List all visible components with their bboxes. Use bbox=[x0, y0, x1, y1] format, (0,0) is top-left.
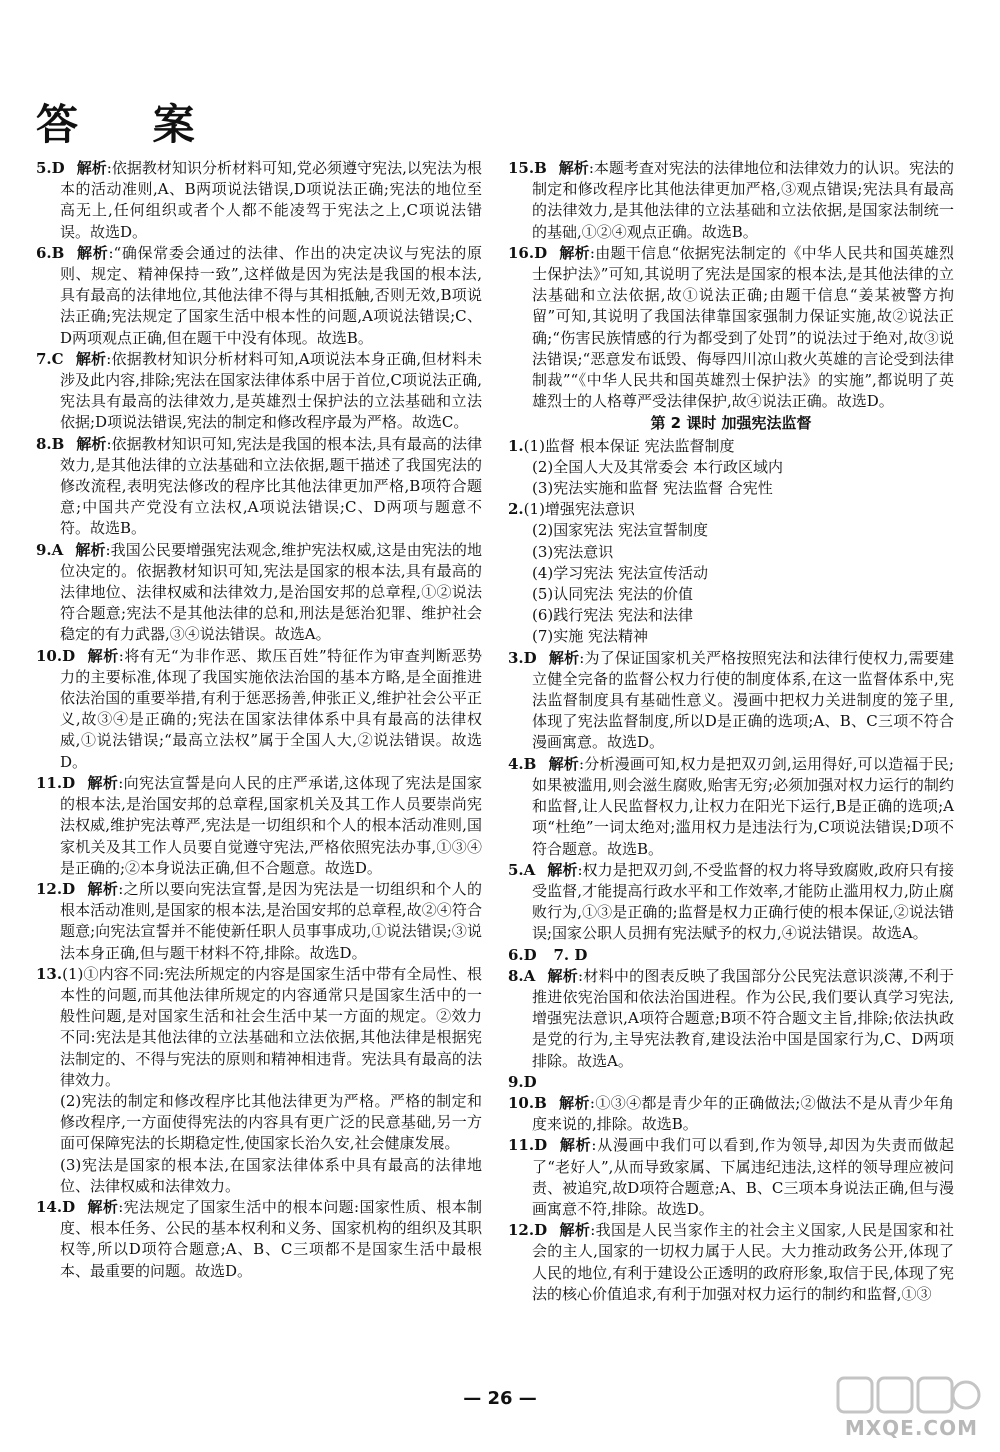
answer-entry bbox=[508, 1220, 954, 1305]
explanation-label: 解析 bbox=[558, 159, 589, 177]
question-number: 10. bbox=[508, 1093, 535, 1112]
fill-answer-text: (3)宪法实施和监督 宪法监督 合宪性 bbox=[532, 479, 773, 498]
explanation-text: :之所以要向宪法宣誓,是因为宪法是一切组织和个人的根本活动准则,是国家的根本法,是治国安邦的总章程,故②④符合题意;向宪法宣誓并不能使新任职人员事事成功,①说法错误;③说法本身正确,但与题干材料不符,排除。故选D。 bbox=[60, 879, 482, 962]
explanation-text: :向宪法宣誓是向人民的庄严承诺,这体现了宪法是国家的根本法,是治国安邦的总章程,国家机关及其工作人员要崇尚宪法权威,维护宪法尊严,宪法是一切组织和个人的根本活动准则,国家机关及其工作人员要自觉遵守宪法,严格依照宪法办事,①③④是正确的;②本身说法正确,但不合题意。故选D。 bbox=[60, 773, 482, 877]
fill-answer-text: (5)认同宪法 宪法的价值 bbox=[532, 585, 694, 604]
question-number: 2. bbox=[508, 500, 524, 519]
answer-choice: B bbox=[534, 159, 547, 177]
answer-choice: D bbox=[534, 1136, 548, 1155]
explanation-text: :由题干信息“依据宪法制定的《中华人民共和国英雄烈士保护法》”可知,其说明了宪法是国家的根本法,是其他法律的立法基础和立法依据,故①说法正确;由题干信息“姜某被警方拘留”可知,其说明了我国法律靠国家强制力保证实施,故②说法正确;“伤害民族情感的行为都受到了处罚”的说法过于绝对,故③说法错误;“恶意发布诋毁、侮辱四川凉山救火英雄的言论受到法律制裁”“《中华人民共和国英雄烈士保护法》的实施”,都说明了英雄烈士的人格尊严受法律保护,故④说法正确。故选D。 bbox=[532, 243, 954, 411]
answer-entry bbox=[36, 879, 482, 964]
question-number: 6. bbox=[508, 945, 524, 964]
explanation-label: 解析 bbox=[548, 648, 580, 667]
fill-answer-line bbox=[508, 542, 954, 563]
fill-answer-line bbox=[508, 520, 954, 541]
answer-entry bbox=[508, 860, 954, 945]
question-number: 8. bbox=[508, 966, 524, 985]
fill-answer-line bbox=[508, 626, 954, 647]
fill-answer-line bbox=[508, 563, 954, 584]
watermark-icon bbox=[832, 1372, 982, 1422]
explanation-label: 解析 bbox=[87, 646, 119, 665]
answer-choice: D bbox=[62, 646, 76, 665]
question-number: 3. bbox=[508, 648, 524, 667]
answer-entry bbox=[508, 1072, 954, 1093]
answer-choice: D bbox=[62, 879, 76, 898]
fill-answer-line bbox=[508, 584, 954, 605]
fill-answer-text: (1)增强宪法意识 bbox=[523, 500, 635, 519]
answer-choice: C bbox=[51, 349, 64, 368]
answer-choice: B bbox=[534, 1093, 547, 1112]
answer-entry bbox=[36, 434, 482, 540]
watermark-logo bbox=[832, 1372, 982, 1442]
question-number: 12. bbox=[36, 879, 63, 898]
answer-choice: D bbox=[534, 243, 548, 262]
sub-answer: (2)宪法的制定和修改程序比其他法律更为严格。严格的制定和修改程序,一方面使得宪法的内容具有更广泛的民意基础,另一方面可保障宪法的长期稳定性,使国家长治久安,社会健康发展。 bbox=[60, 1091, 482, 1153]
explanation-label: 解析 bbox=[75, 540, 106, 559]
explanation-text: :宪法规定了国家生活中的根本问题:国家性质、根本制度、根本任务、公民的基本权利和义务、国家机构的组织及其职权等,所以D项符合题意;A、B、C三项都不是国家生活中最根本、最重要的问题。故选D。 bbox=[60, 1197, 482, 1280]
answer-choice: A bbox=[523, 860, 536, 879]
explanation-text: :我国是人民当家作主的社会主义国家,人民是国家和社会的主人,国家的一切权力属于人民。大力推动政务公开,体现了人民的地位,有利于建设公正透明的政府形象,取信于民,体现了宪法的核心价值追求,有利于加强对权力运行的制约和监督,①③ bbox=[532, 1221, 954, 1303]
question-number: 9. bbox=[36, 540, 52, 559]
sub-answer: (3)宪法是国家的根本法,在国家法律体系中具有最高的法律地位、法律权威和法律效力。 bbox=[60, 1155, 482, 1195]
explanation-text: :①③④都是青少年的正确做法;②做法不是从青少年角度来说的,排除。故选B。 bbox=[532, 1093, 954, 1134]
fill-answer-text: (4)学习宪法 宪法宣传活动 bbox=[532, 563, 709, 582]
answer-entry bbox=[36, 1197, 482, 1282]
explanation-label: 解析 bbox=[75, 349, 107, 368]
explanation-label: 解析 bbox=[87, 1197, 119, 1216]
answer-entry bbox=[36, 646, 482, 773]
fill-answer-text: (2)国家宪法 宪法宣誓制度 bbox=[532, 521, 709, 540]
answer-choice: B bbox=[51, 243, 65, 262]
answer-choice: A bbox=[51, 540, 64, 559]
answer-entry bbox=[508, 945, 954, 966]
answer-entry bbox=[36, 243, 482, 349]
explanation-label: 解析 bbox=[559, 1221, 591, 1240]
answer-entry bbox=[508, 966, 954, 1072]
question-number: 14. bbox=[36, 1197, 63, 1216]
answer-entry bbox=[36, 964, 482, 1091]
fill-answer-text: (3)宪法意识 bbox=[532, 542, 614, 561]
answer-entry bbox=[508, 754, 954, 860]
fill-answer-line bbox=[508, 478, 954, 499]
answer-choice: D bbox=[534, 1221, 548, 1240]
explanation-text: :从漫画中我们可以看到,作为领导,却因为失责而做起了“老好人”,从而导致家属、下属违纪违法,这样的领导理应被问责、被追究,故D项符合题意;A、B、C三项本身说法正确,但与漫画寓意不符,排除。故选D。 bbox=[532, 1136, 954, 1218]
answer-entry bbox=[508, 243, 954, 413]
explanation-label: 解析 bbox=[548, 754, 579, 773]
answer-entry bbox=[508, 1093, 954, 1135]
question-number: 5. bbox=[508, 860, 524, 879]
explanation-text: :“确保常委会通过的法律、作出的决定决议与宪法的原则、规定、精神保持一致”,这样做是因为宪法是我国的根本法,具有最高的法律地位,其他法律不得与其相抵触,否则无效,B项说法正确;宪法规定了国家生活中根本性的问题,A项说法错误;C、D两项观点正确,但在题干中没有体现。故选B。 bbox=[60, 243, 482, 347]
inline-answer: 7. D bbox=[553, 945, 588, 964]
explanation-text: (1)①内容不同:宪法所规定的内容是国家生活中带有全局性、根本性的问题,而其他法律所规定的内容通常只是国家生活中的一般性问题,是对国家生活和社会生活中某一方面的规定。②效力不同:宪法是其他法律的立法基础和立法依据,其他法律是根据宪法制定的、不得与宪法的原则和精神相违背。宪法具有最高的法律效力。 bbox=[60, 964, 482, 1089]
answer-entry bbox=[36, 773, 482, 879]
answer-choice: D bbox=[62, 1197, 76, 1216]
fill-answer-text: (7)实施 宪法精神 bbox=[532, 627, 649, 646]
explanation-text: :我国公民要增强宪法观念,维护宪法权威,这是由宪法的地位决定的。依据教材知识可知,宪法是国家的根本法,具有最高的法律地位、法律权威和法律效力,是治国安邦的总章程,①②说法符合题意;宪法不是其他法律的总和,刑法是惩治犯罪、维护社会稳定的有力武器,③④说法错误。故选A。 bbox=[60, 540, 482, 644]
left-column bbox=[36, 158, 482, 1282]
explanation-text: :本题考查对宪法的法律地位和法律效力的认识。宪法的制定和修改程序比其他法律更加严格,③观点错误;宪法具有最高的法律效力,是其他法律的立法基础和立法依据,是国家法制统一的基础,①②④观点正确。故选B。 bbox=[532, 159, 954, 241]
fill-answer-text: (1)监督 根本保证 宪法监督制度 bbox=[523, 436, 735, 455]
question-number: 6. bbox=[36, 243, 52, 262]
question-number: 16. bbox=[508, 243, 535, 262]
fill-answer-text: (6)践行宪法 宪法和法律 bbox=[532, 606, 694, 625]
right-column bbox=[508, 158, 954, 1305]
explanation-label: 解析 bbox=[559, 1136, 592, 1155]
answer-choice: B bbox=[523, 754, 537, 773]
answer-entry bbox=[508, 1135, 954, 1220]
question-number: 1. bbox=[508, 436, 524, 455]
answer-entry bbox=[36, 540, 482, 646]
explanation-label: 解析 bbox=[87, 773, 119, 792]
fill-answer-line bbox=[508, 499, 954, 520]
explanation-text: :将有无“为非作恶、欺压百姓”特征作为审查判断恶势力的主要标准,体现了我国实施依法治国的基本方略,是全面推进依法治国的重要举措,有利于惩恶扬善,伸张正义,维护社会公平正义,故③④是正确的;宪法在国家法律体系中具有最高的法律权威,①说法错误;“最高立法权”属于全国人大,②说法错误。故选D。 bbox=[60, 646, 482, 771]
explanation-text: :依据教材知识分析材料可知,A项说法本身正确,但材料未涉及此内容,排除;宪法在国家法律体系中居于首位,C项说法正确,宪法具有最高的法律效力,是英雄烈士保护法的立法基础和立法依据;D项说法错误,宪法的制定和修改程序最为严格。故选C。 bbox=[60, 349, 482, 432]
answer-entry bbox=[36, 349, 482, 434]
question-number: 11. bbox=[36, 773, 63, 792]
question-number: 9. bbox=[508, 1072, 524, 1091]
explanation-text: :材料中的图表反映了我国部分公民宪法意识淡薄,不利于推进依宪治国和依法治国进程。作为公民,我们要认真学习宪法,增强宪法意识,A项符合题意;B项不符合题文主旨,排除;依法执政是党的行为,主导宪法教育,建设法治中国是国家行为,C、D两项排除。故选A。 bbox=[532, 966, 954, 1070]
explanation-label: 解析 bbox=[76, 243, 109, 262]
answer-choice: D bbox=[51, 159, 65, 177]
answer-choice: D bbox=[523, 648, 537, 667]
explanation-text: :依据教材知识可知,宪法是我国的根本法,具有最高的法律效力,是其他法律的立法基础和立法依据,题干描述了我国宪法的修改流程,表明宪法修改的程序比其他法律更加严格,B项符合题意;中国共产党没有立法权,A项说法错误;C、D两项与题意不符。故选B。 bbox=[60, 434, 482, 538]
explanation-label: 解析 bbox=[547, 966, 579, 985]
question-number: 10. bbox=[36, 646, 63, 665]
answer-choice: D bbox=[523, 945, 537, 964]
explanation-text: :权力是把双刃剑,不受监督的权力将导致腐败,政府只有接受监督,才能提高行政水平和工作效率,才能防止滥用权力,防止腐败行为,①③是正确的;监督是权力正确行使的根本保证,②说法错误;国家公职人员拥有宪法赋予的权力,④说法错误。故选A。 bbox=[532, 860, 954, 943]
question-number: 8. bbox=[36, 434, 52, 453]
answer-entry bbox=[508, 158, 954, 243]
question-number: 13. bbox=[36, 964, 63, 983]
question-number: 11. bbox=[508, 1136, 535, 1155]
answer-entry bbox=[508, 648, 954, 754]
explanation-label: 解析 bbox=[559, 243, 590, 262]
section-heading: 第 2 课时 加强宪法监督 bbox=[650, 414, 812, 433]
explanation-text: :分析漫画可知,权力是把双刃剑,运用得好,可以造福于民;如果被滥用,则会滋生腐败,贻害无穷;必须加强对权力运行的制约和监督,让人民监督权力,让权力在阳光下运行,B是正确的选项;A项“杜绝”一词太绝对;滥用权力是违法行为,C项说法错误;D项不符合题意。故选B。 bbox=[532, 754, 954, 858]
explanation-label: 解析 bbox=[547, 860, 578, 879]
answer-choice: A bbox=[523, 966, 536, 985]
question-number: 12. bbox=[508, 1221, 535, 1240]
page-title: 答 案 bbox=[36, 100, 225, 149]
explanation-label: 解析 bbox=[558, 1093, 590, 1112]
explanation-label: 解析 bbox=[87, 879, 119, 898]
answer-entry bbox=[36, 158, 482, 243]
question-number: 5. bbox=[36, 159, 52, 177]
question-number: 4. bbox=[508, 754, 524, 773]
explanation-label: 解析 bbox=[76, 159, 107, 177]
fill-answer-line bbox=[508, 457, 954, 478]
answer-choice: D bbox=[62, 773, 76, 792]
question-number: 15. bbox=[508, 159, 535, 177]
answer-choice: D bbox=[523, 1072, 537, 1091]
answer-choice: B bbox=[51, 434, 65, 453]
fill-answer-line bbox=[508, 436, 954, 457]
explanation-text: :为了保证国家机关严格按照宪法和法律行使权力,需要建立健全完备的监督公权力行使的制度体系,在这一监督体系中,宪法监督制度具有基础性意义。漫画中把权力关进制度的笼子里,体现了宪法监督制度,所以D是正确的选项;A、B、C三项不符合漫画寓意。故选D。 bbox=[532, 648, 954, 752]
fill-answer-text: (2)全国人大及其常委会 本行政区域内 bbox=[532, 457, 784, 476]
question-number: 7. bbox=[36, 349, 52, 368]
watermark-text: MXQE.COM bbox=[844, 1416, 978, 1440]
explanation-label: 解析 bbox=[76, 434, 107, 453]
explanation-text: :依据教材知识分析材料可知,党必须遵守宪法,以宪法为根本的活动准则,A、B两项说法错误,D项说法正确;宪法的地位至高无上,任何组织或者个人都不能凌驾于宪法之上,C项说法错误。故选D。 bbox=[60, 159, 482, 241]
fill-answer-line bbox=[508, 605, 954, 626]
page-number: — 26 — bbox=[463, 1388, 537, 1409]
